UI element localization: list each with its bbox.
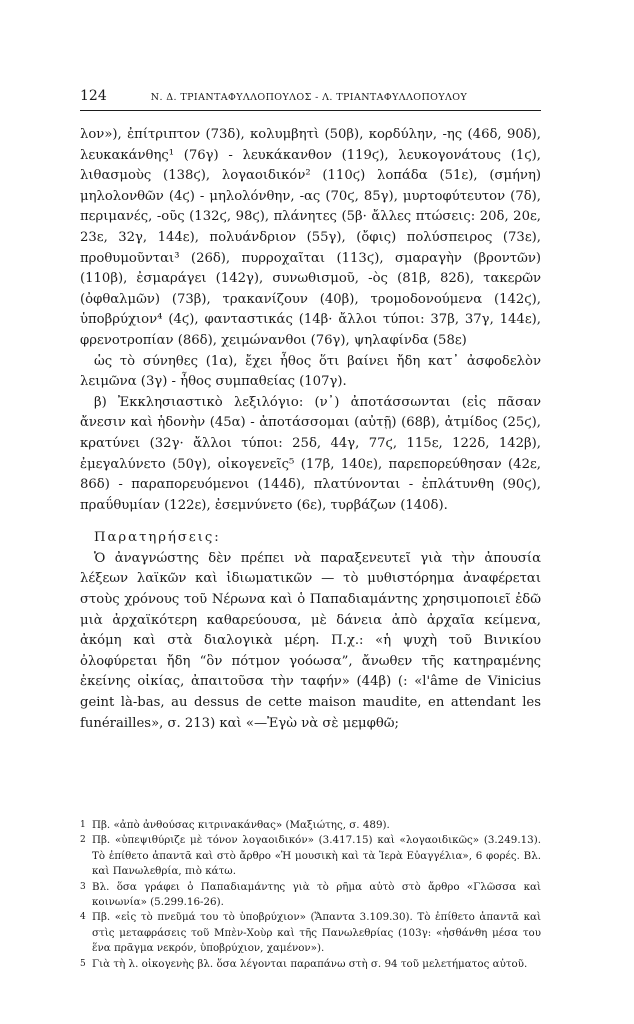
running-head-title: Ν. Δ. ΤΡΙΑΝΤΑΦΥΛΛΟΠΟΥΛΟΣ - Λ. ΤΡΙΑΝΤΑΦΥΛΛΟΠΟΥΛΟΥ xyxy=(150,92,468,103)
footnote-number: 2 xyxy=(80,835,86,846)
footnote xyxy=(80,880,541,911)
footnote-text: Πβ. «εἰς τὸ πνεῦμά του τὸ ὑποβρύχιον» (Ἅπαντα 3.109.30). Τὸ ἐπίθετο ἀπαντᾶ καὶ στὶς μεταφράσεις τοῦ Μπὲν-Χοὺρ καὶ τῆς Πανωλεθρίας (103γ: «ἠσθάνθη μέσα του ἕνα πρᾶγμα νεκρόν, ὑποβρύχιον, χαμένον»). xyxy=(92,911,541,955)
page-number: 124 xyxy=(80,88,107,104)
paragraph-observations: Ὁ ἀναγνώστης δὲν πρέπει νὰ παραξενευτεῖ γιὰ τὴν ἀπουσία λέξεων λαϊκῶν καὶ ἰδιωματικῶν — τὸ μυθιστόρημα ἀναφέρεται στοὺς χρόνους τοῦ Νέρωνα καὶ ὁ Παπαδιαμάντης χρησιμοποιεῖ ἐδῶ μιὰ ἀρχαϊκότερη καθαρεύουσα, μὲ δάνεια ἀπὸ ἀρχαῖα κείμενα, ἀκόμη καὶ στὰ διαλογικὰ μέρη. Π.χ.: «ἡ ψυχὴ τοῦ Βινικίου ὀλοφύρεται ἤδη “ὃν πότμον γοόωσα”, ἄνωθεν τῆς κατηραμένης ἐκείνης οἰκίας, ἀπαιτοῦσα τὴν ταφήν» (44β) (: «l'âme de Vinicius geint là-bas, au dessus de cette maison maudite, en attendant les funérailles», σ. 213) καὶ «—Ἐγὼ νὰ σὲ μεμφθῶ; xyxy=(80,550,541,731)
section-heading-observations: Παρατηρήσεις: xyxy=(94,530,221,546)
footnote xyxy=(80,910,541,956)
footnote xyxy=(80,957,541,972)
footnote-text: Πβ. «ἀπὸ ἀνθούσας κιτρινακάνθας» (Μαξιώτης, σ. 489). xyxy=(92,819,390,831)
footnote-number: 3 xyxy=(80,881,86,892)
footnote-number: 4 xyxy=(80,912,86,923)
footnote-text: Βλ. ὅσα γράφει ὁ Παπαδιαμάντης γιὰ τὸ ρῆμα αὐτὸ στὸ ἄρθρο «Γλῶσσα καὶ κοινωνία» (5.299.16-26). xyxy=(92,880,541,909)
header-rule xyxy=(80,110,541,111)
paragraph-lexicon-list: λον»), ἐπίτριπτον (73δ), κολυμβητὶ (50β), κορδύλην, -ης (46δ, 90δ), λευκακάνθης¹ (76γ) - λευκάκανθον (119ϛ), λευκογονάτους (1ϛ), λιθασμοὺς (138ϛ), λογαοιδικόν² (110ϛ) λοπάδα (51ε), (σμήνη) μηλολονθῶν (4ϛ) - μηλολόνθην, -ας (70ϛ, 85γ), μυρτοφύτευτον (7δ), περιμανές, -οῦς (132ϛ, 98ϛ), πλάνητες (5β· ἄλλες πτώσεις: 20δ, 20ε, 23ε, 32γ, 144ε), πολυάνδριον (55γ), (ὄφις) πολύσπειρος (73ε), προθυμοῦνται³ (26δ), πυρροχαῖται (113ϛ), σμαραγὴν (βροντῶν) (110β), ἐσμαράγει (142γ), συνωθισμοῦ, -ὸς (81β, 82δ), τακερῶν (ὀφθαλμῶν) (73β), τρακανίζουν (40β), τρομοδονούμενα (142ϛ), ὑποβρύχιον⁴ (4ϛ), φανταστικάς (14β· ἄλλοι τύποι: 37β, 37γ, 144ε), φρενοτροπίαν (86δ), χειμώνανθοι (76γ), ψηλαφίνδα (58ε) xyxy=(80,127,541,348)
footnote xyxy=(80,818,541,833)
running-head xyxy=(80,88,540,104)
main-text xyxy=(80,125,541,734)
footnote-number: 1 xyxy=(80,820,86,830)
footnote-number: 5 xyxy=(80,958,86,969)
footnotes xyxy=(80,818,541,972)
footnote xyxy=(80,833,541,879)
footnote-text: Γιὰ τὴ λ. οἰκογενὴς βλ. ὅσα λέγονται παραπάνω στὴ σ. 94 τοῦ μελετήματος αὐτοῦ. xyxy=(92,957,528,970)
paragraph-ecclesiastical: β) Ἐκκλησιαστικὸ λεξιλόγιο: (ν᾽) ἀποτάσσωνται (εἰς πᾶσαν ἄνεσιν καὶ ἡδονὴν (45α) - ἀποτάσσομαι (αὐτῇ) (68β), ἀτμίδος (25ϛ), κρατύνει (32γ· ἄλλοι τύποι: 25δ, 44γ, 77ϛ, 115ε, 122δ, 142β), ἐμεγαλύνετο (50γ), οἰκογενεῖς⁵ (17β, 140ε), παρεπορεύθησαν (42ε, 86δ) - παραπορευόμενοι (144δ), πλατύνονται - ἐπλάτυνθη (90ϛ), πραΰθυμίαν (122ε), ἐσεμνύνετο (6ε), τυρβάζων (140δ). xyxy=(80,394,541,513)
paragraph-ethos: ὡς τὸ σύνηθες (1α), ἔχει ἦθος ὅτι βαίνει ἤδη κατ᾽ ἀσφοδελὸν λειμῶνα (3γ) - ἦθος συμπαθείας (107γ). xyxy=(80,353,541,390)
footnote-text: Πβ. «ὑπεψιθύριζε μὲ τόνον λογαοιδικόν» (3.417.15) καὶ «λογαοιδικῶς» (3.249.13). Τὸ ἐπίθετο ἀπαντᾶ καὶ στὸ ἄρθρο «Ἡ μουσικὴ καὶ τὰ Ἱερὰ Εὐαγγέλια», 6 φορές. Βλ. καὶ Πανωλεθρία, πιὸ κάτω. xyxy=(92,834,541,878)
